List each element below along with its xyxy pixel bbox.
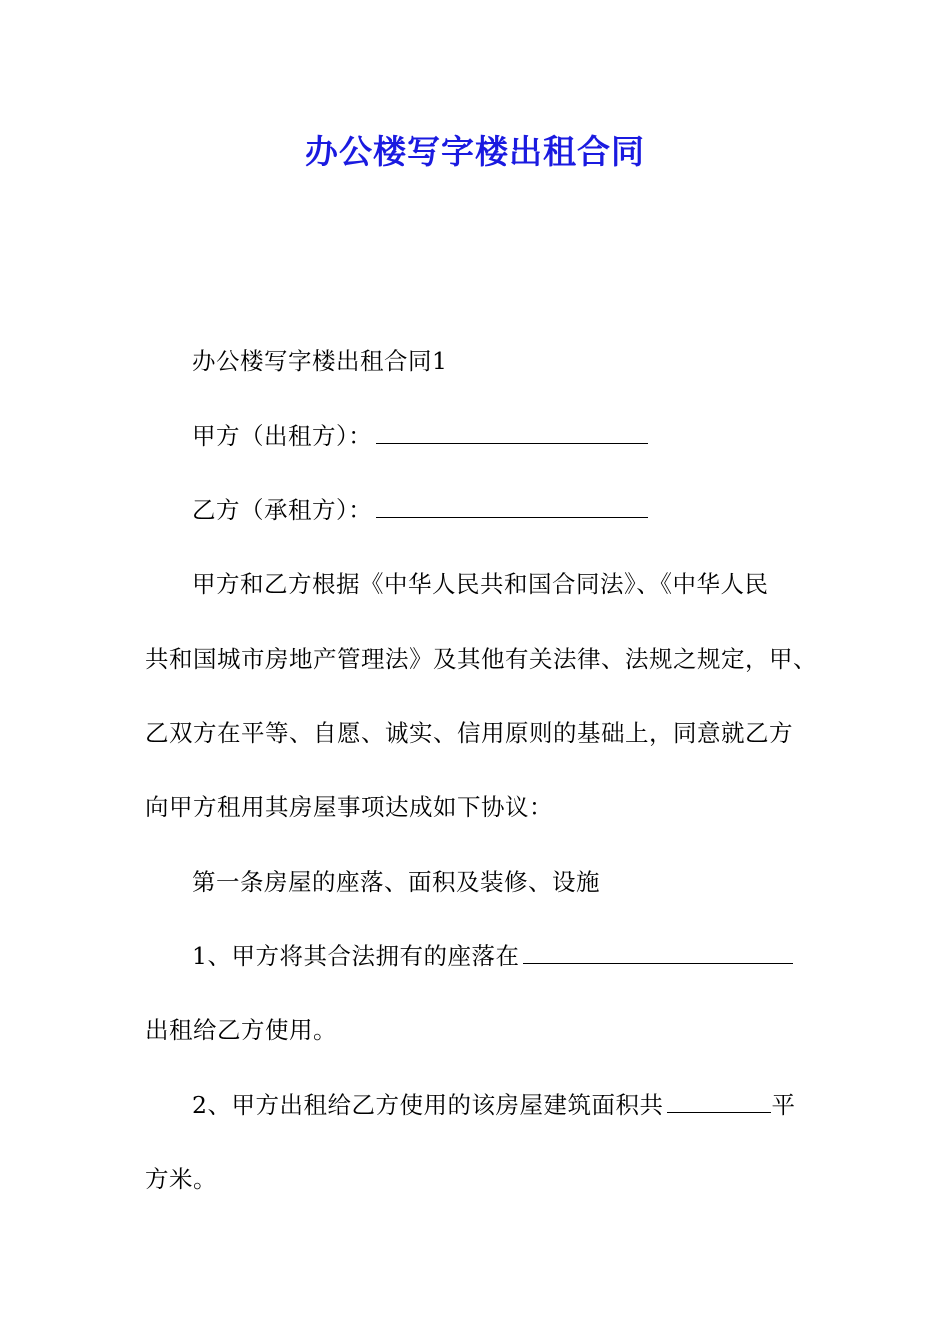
paragraph-line: 向甲方租用其房屋事项达成如下协议：: [145, 793, 553, 821]
clause-1-continuation: 出租给乙方使用。: [145, 1016, 337, 1044]
clause-2-continuation: 方米。: [145, 1165, 217, 1193]
paragraph-line: 乙双方在平等、自愿、诚实、信用原则的基础上，同意就乙方: [145, 719, 793, 747]
party-b-blank: [376, 495, 648, 518]
clause-1-line: [192, 938, 872, 974]
party-b-label: 乙方（承租方）：: [192, 496, 373, 524]
party-b-line: [192, 492, 872, 528]
clause-2-line: [192, 1087, 872, 1123]
party-a-label: 甲方（出租方）：: [192, 422, 373, 450]
area-blank: [667, 1090, 771, 1113]
paragraph-line: 甲方和乙方根据《中华人民共和国合同法》、《中华人民: [192, 570, 769, 598]
location-blank: [523, 941, 793, 964]
paragraph-line: 共和国城市房地产管理法》及其他有关法律、法规之规定，甲、: [145, 645, 817, 673]
document-title: 办公楼写字楼出租合同: [305, 132, 645, 171]
clause-2-unit: 平: [771, 1091, 796, 1119]
article-heading: 第一条房屋的座落、面积及装修、设施: [192, 868, 600, 896]
party-a-line: [192, 418, 872, 454]
clause-1-text: 1、甲方将其合法拥有的座落在: [192, 942, 520, 970]
contract-subtitle: 办公楼写字楼出租合同1: [192, 347, 448, 375]
party-a-blank: [376, 421, 648, 444]
clause-2-text: 2、甲方出租给乙方使用的该房屋建筑面积共: [192, 1091, 664, 1119]
